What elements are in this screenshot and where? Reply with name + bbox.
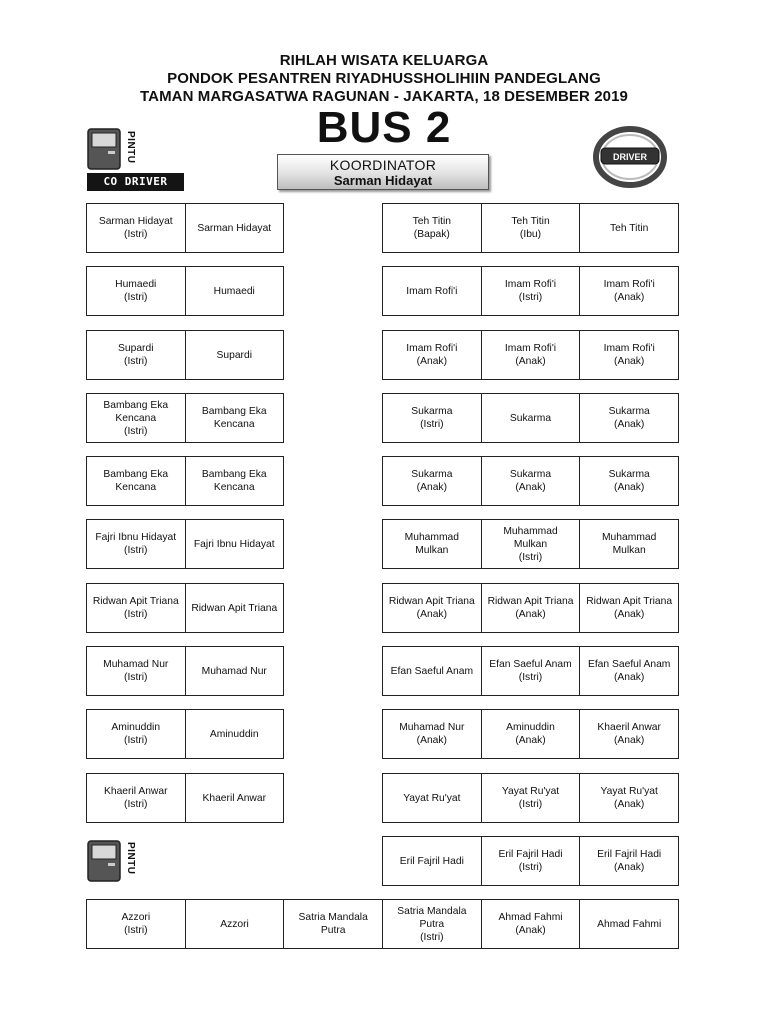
seat: Efan Saeful Anam (Anak) [580, 647, 678, 695]
seat: Supardi [186, 331, 284, 379]
seat: Bambang Eka Kencana [87, 457, 186, 505]
seat: Aminuddin (Istri) [87, 710, 186, 758]
seat-row [382, 773, 679, 823]
seat-row [382, 646, 679, 696]
seat-row [86, 203, 284, 253]
steering-wheel-icon [593, 126, 667, 188]
seat: Bambang Eka Kencana (Istri) [87, 394, 186, 442]
seat: Sukarma (Anak) [482, 457, 581, 505]
seat: Muhammad Mulkan [383, 520, 482, 568]
bus-number: BUS 2 [316, 103, 452, 152]
seat: Sarman Hidayat [186, 204, 284, 252]
seat-row [382, 203, 679, 253]
seat: Ridwan Apit Triana (Anak) [383, 584, 482, 632]
title-line-1: RIHLAH WISATA KELUARGA [279, 52, 489, 69]
seat-row [86, 899, 679, 949]
front-door-icon [87, 128, 121, 170]
seat-row [382, 393, 679, 443]
seat: Eril Fajril Hadi [383, 837, 482, 885]
seat: Efan Saeful Anam (Istri) [482, 647, 581, 695]
seat: Muhammad Mulkan (Istri) [482, 520, 581, 568]
seat: Imam Rofi'i (Anak) [580, 267, 678, 315]
seat: Sukarma (Anak) [383, 457, 482, 505]
driver-label: DRIVER [612, 152, 648, 162]
seat: Eril Fajril Hadi (Istri) [482, 837, 581, 885]
seat-row [382, 266, 679, 316]
seat: Aminuddin [186, 710, 284, 758]
seat: Azzori [186, 900, 285, 948]
seat: Yayat Ru'yat [383, 774, 482, 822]
seat: Sarman Hidayat (Istri) [87, 204, 186, 252]
seat: Muhamad Nur (Istri) [87, 647, 186, 695]
seat: Aminuddin (Anak) [482, 710, 581, 758]
seat: Imam Rofi'i (Istri) [482, 267, 581, 315]
seat: Ahmad Fahmi [580, 900, 678, 948]
seat-row [86, 709, 284, 759]
seat: Satria Mandala Putra (Istri) [383, 900, 482, 948]
seat: Ahmad Fahmi (Anak) [482, 900, 581, 948]
title-line-3: TAMAN MARGASATWA RAGUNAN - JAKARTA, 18 DESEMBER 2019 [139, 88, 628, 105]
seat: Imam Rofi'i [383, 267, 482, 315]
seat: Sukarma [482, 394, 581, 442]
seat: Bambang Eka Kencana [186, 394, 284, 442]
seat-row [86, 456, 284, 506]
rear-door-icon [87, 840, 121, 882]
seat-row [86, 646, 284, 696]
seat-row [86, 773, 284, 823]
seat: Sukarma (Anak) [580, 457, 678, 505]
seat: Supardi (Istri) [87, 331, 186, 379]
seat: Eril Fajril Hadi (Anak) [580, 837, 678, 885]
seat: Efan Saeful Anam [383, 647, 482, 695]
seat: Teh Titin (Ibu) [482, 204, 581, 252]
seat: Humaedi [186, 267, 284, 315]
seat: Khaeril Anwar (Istri) [87, 774, 186, 822]
seat: Khaeril Anwar (Anak) [580, 710, 678, 758]
seat: Fajri Ibnu Hidayat (Istri) [87, 520, 186, 568]
seat: Muhamad Nur (Anak) [383, 710, 482, 758]
front-door-label: PINTU [125, 131, 136, 164]
seat-row [382, 330, 679, 380]
seat: Sukarma (Anak) [580, 394, 678, 442]
seat: Teh Titin [580, 204, 678, 252]
seat-row [86, 393, 284, 443]
seat-row [382, 836, 679, 886]
seat: Muhammad Mulkan [580, 520, 678, 568]
seat: Ridwan Apit Triana [186, 584, 284, 632]
seat: Teh Titin (Bapak) [383, 204, 482, 252]
rear-door-label: PINTU [125, 842, 136, 875]
seat: Ridwan Apit Triana (Anak) [482, 584, 581, 632]
seat: Yayat Ru'yat (Istri) [482, 774, 581, 822]
seat-row [382, 709, 679, 759]
seat: Ridwan Apit Triana (Anak) [580, 584, 678, 632]
seat: Ridwan Apit Triana (Istri) [87, 584, 186, 632]
seat-row [86, 266, 284, 316]
seat-row [382, 583, 679, 633]
seat: Fajri Ibnu Hidayat [186, 520, 284, 568]
seat: Imam Rofi'i (Anak) [580, 331, 678, 379]
seat: Khaeril Anwar [186, 774, 284, 822]
seat-row [86, 519, 284, 569]
seat: Yayat Ru'yat (Anak) [580, 774, 678, 822]
co-driver-label: CO DRIVER [87, 173, 184, 191]
koordinator-title: KOORDINATOR [329, 157, 437, 173]
title-line-2: PONDOK PESANTREN RIYADHUSSHOLIHIIN PANDEGLANG [167, 70, 601, 87]
koordinator-box [277, 154, 489, 190]
seat: Sukarma (Istri) [383, 394, 482, 442]
seat-row [86, 330, 284, 380]
seat-row [86, 583, 284, 633]
seat: Satria Mandala Putra [284, 900, 383, 948]
koordinator-name: Sarman Hidayat [333, 173, 433, 188]
seat: Imam Rofi'i (Anak) [383, 331, 482, 379]
seat: Imam Rofi'i (Anak) [482, 331, 581, 379]
seat-row [382, 456, 679, 506]
seat: Azzori (Istri) [87, 900, 186, 948]
seat: Bambang Eka Kencana [186, 457, 284, 505]
seat: Muhamad Nur [186, 647, 284, 695]
seat: Humaedi (Istri) [87, 267, 186, 315]
seat-row [382, 519, 679, 569]
